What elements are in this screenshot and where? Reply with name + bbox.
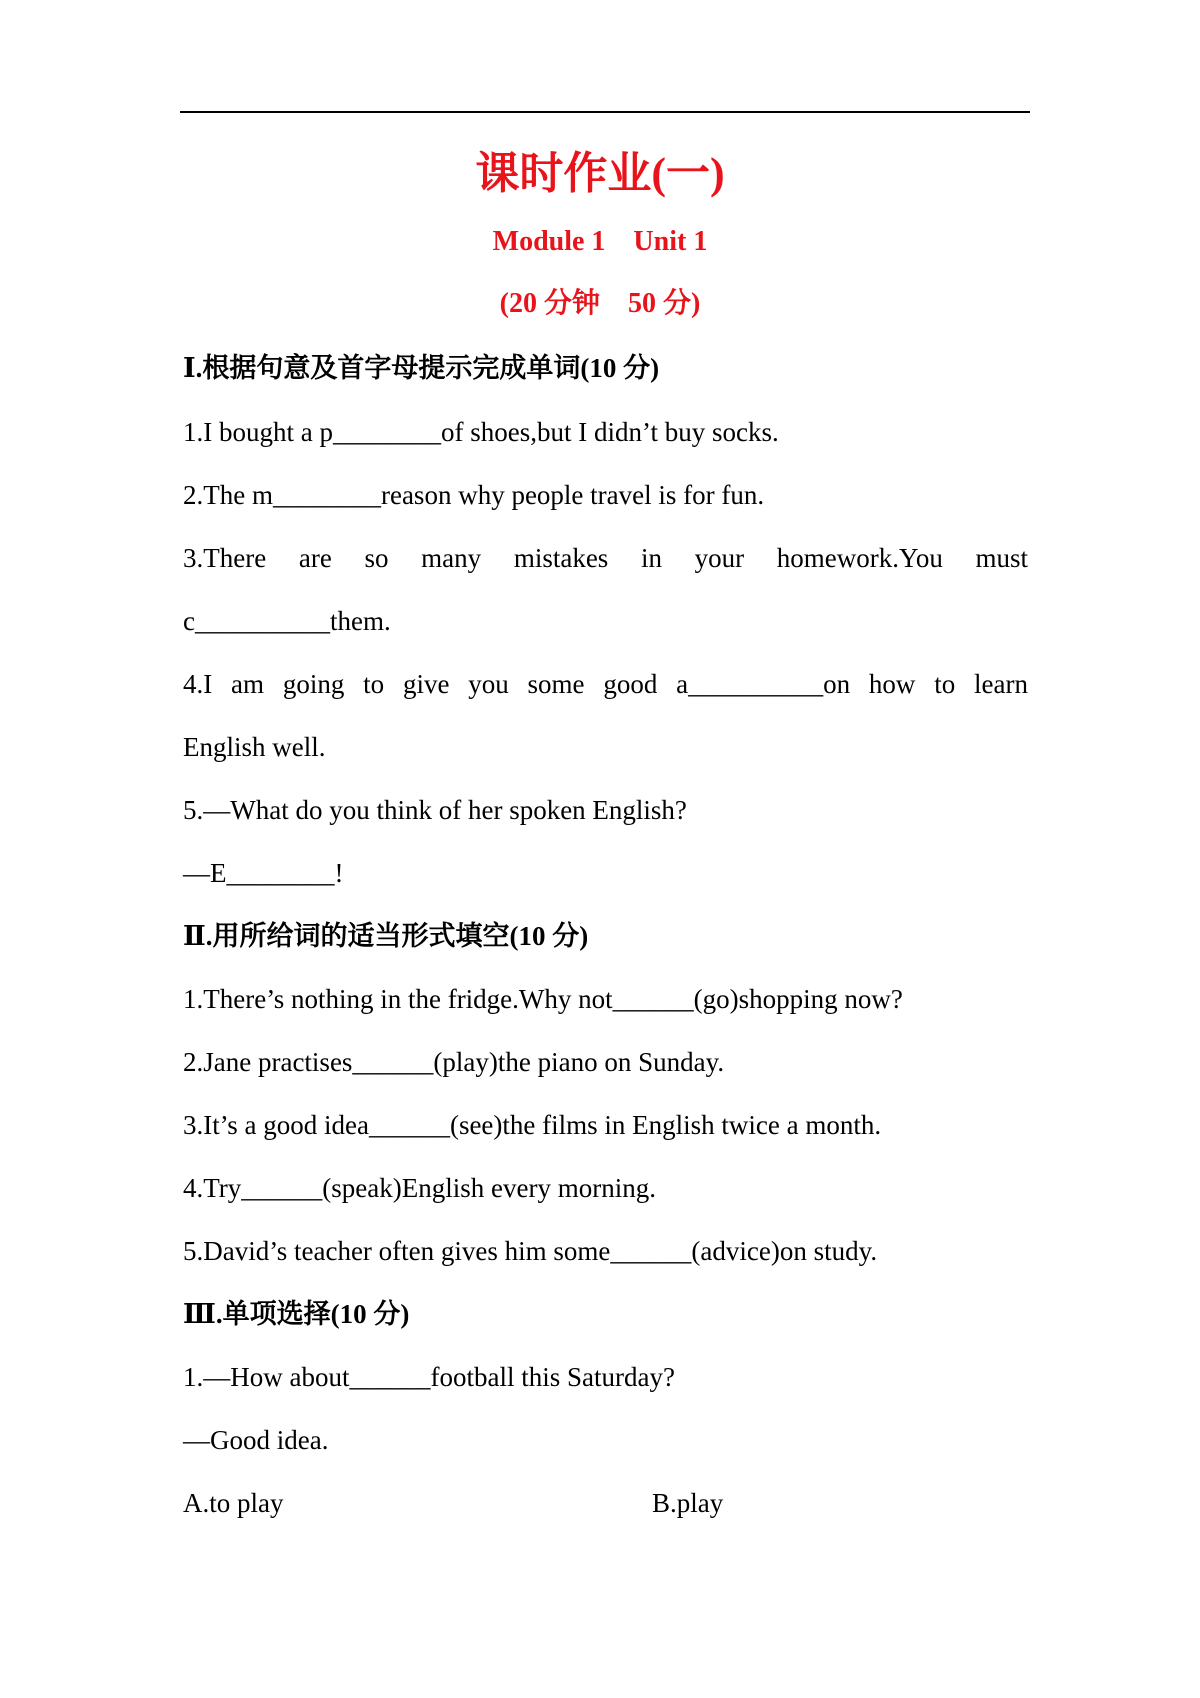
section-2-question-5: 5.David’s teacher often gives him some______(advice)on study.	[183, 1236, 878, 1266]
section-3-question-1-option-a: A.to play	[183, 1488, 284, 1518]
section-1-question-1: 1.I bought a p________of shoes,but I didn’t buy socks.	[183, 417, 779, 447]
section-2-question-2: 2.Jane practises______(play)the piano on Sunday.	[183, 1047, 725, 1077]
section-1-question-4-line-2: English well.	[183, 732, 326, 762]
section-1-question-2: 2.The m________reason why people travel is for fun.	[183, 480, 765, 510]
section-3-heading: Ⅲ.单项选择(10 分)	[183, 1299, 410, 1329]
section-1-heading: Ⅰ.根据句意及首字母提示完成单词(10 分)	[183, 353, 660, 383]
time-score-subtitle: (20 分钟 50 分)	[499, 288, 701, 319]
section-3-question-1-line-2: —Good idea.	[183, 1425, 329, 1455]
section-1-question-3-line-1: 3.There are so many mistakes in your homework.You must	[183, 543, 1028, 573]
section-1-question-5-line-1: 5.—What do you think of her spoken English?	[183, 795, 687, 825]
section-3-question-1-line-1: 1.—How about______football this Saturday?	[183, 1362, 675, 1392]
header-rule	[180, 111, 1030, 113]
section-1-question-4-line-1: 4.I am going to give you some good a__________on how to learn	[183, 669, 1028, 699]
section-2-question-1: 1.There’s nothing in the fridge.Why not______(go)shopping now?	[183, 984, 903, 1014]
section-2-question-3: 3.It’s a good idea______(see)the films in English twice a month.	[183, 1110, 882, 1140]
section-3-question-1-option-b: B.play	[652, 1488, 724, 1518]
section-2-heading: Ⅱ.用所给词的适当形式填空(10 分)	[183, 921, 589, 951]
section-1-question-5-line-2: —E________!	[183, 858, 344, 888]
section-1-question-3-line-2: c__________them.	[183, 606, 391, 636]
page-title: 课时作业(一)	[475, 149, 725, 198]
section-2-question-4: 4.Try______(speak)English every morning.	[183, 1173, 656, 1203]
unit-subtitle: Module 1 Unit 1	[492, 226, 708, 257]
